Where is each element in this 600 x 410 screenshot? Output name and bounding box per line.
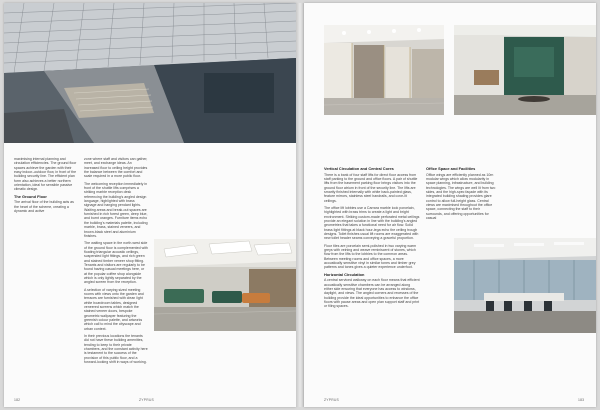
paragraph: Floor tiles are porcelain semi-polished in two varying warm greys with veining and weave reminiscent of stones, which flow from the lifts to the lobbies to the common areas. Between meeting rooms and office spaces, a more acoustically sensitive vinyl in similar tones and timber grey patterns and tones gives a quieter experience underfoot. xyxy=(324,243,417,270)
paragraph: The waiting space in the north-west side of the ground floor is complemented with floating triangular acoustic ceilings, suspended light fittings, and rich green and stained timber veneer shop fitting. Tenants and visitors are regularly to be found having casual meetings here, or at the popular coffee shop alongside which is only lightly separated by the angled screen from the reception. xyxy=(84,241,148,285)
paragraph: zone where staff and visitors can gather, meet, and exchange ideas. An increased floor to ceiling height provides the balance between the comfort and scale required in a more public floor. xyxy=(84,157,148,179)
boardroom-photo xyxy=(454,238,596,333)
section-heading: Vertical Circulation and Central Cores xyxy=(324,166,394,171)
running-footer: ZYPRUS xyxy=(139,398,154,402)
lobby-photo xyxy=(154,239,296,331)
paragraph: The office lift lobbies use a Carrara marble look porcelain, highlighted with brass trims to create a light and bright environment. Striking custom-made perforated metal ceilings provide an elegant solution in line with the building's angled geometries that takes a functional need for air flow. Solid brass light fittings at black hour-lega echo the ceiling trough designs. Toilet finishes usual lift rooms are exaggerated with new toilet header seams conveying a graceful proportion. xyxy=(324,206,420,241)
section-heading: The Ground Floor xyxy=(14,193,47,199)
paragraph: The arrival floor of the building acts as the heart of the scheme, creating a dynamic and active xyxy=(14,200,74,214)
left-page-column-1 xyxy=(14,157,78,216)
paragraph: In their previous locations the tenants did not have these building amenities, tending to keep to their private chambers, and the constant activity here is testament to the success of the provision of this public floor, and a forward-looking shift in ways of working. xyxy=(84,334,148,365)
left-page xyxy=(4,3,296,407)
paragraph: A selection of varying sized meeting rooms with views onto the garden and terraces are furnished with clean light white boardroom tables, designed veneered screens which match the stained veneer doors, bespoke geometric wallpaper featuring the greenish colour palette, and artworks which call to mind the cityscape and urban context. xyxy=(84,287,144,331)
paragraph: The welcoming reception immediately in front of the shuttle lifts comprises a striking marble reception desk referencing the building's angled design language, highlighted with brass signage and hanging pendant lights. Waiting areas and break-out spaces are furnished in rich forest green, deep blue, and burnt oranges. Furniture items echo the building's materials palette, including marble, brass, stained veneers, and brown-black steel and aluminium finishes. xyxy=(84,181,148,238)
reception-photo xyxy=(454,25,596,115)
section-heading: Office Space and Facilities xyxy=(426,166,476,171)
page-number: 183 xyxy=(578,398,585,402)
page-number: 182 xyxy=(14,398,21,402)
running-footer: ZYPRUS xyxy=(324,398,339,402)
left-page-column-2 xyxy=(84,157,148,367)
book-gutter xyxy=(296,3,304,407)
section-heading: Horizontal Circulation xyxy=(324,271,365,277)
lift-lobby-photo xyxy=(324,25,444,115)
paragraph: Office wings are efficiently planned as 10m modular wings which allow modularity in space planning, infrastructure, and building technologies. The wings are well lit from two sides, and the high-spec façade with its integrated building shading provides glare control to allow full-height glass. Central views are maximised throughout the office space, connecting the staff to their surrounds, and offering opportunities for casual xyxy=(426,172,496,221)
right-page-column-1 xyxy=(324,167,420,312)
paragraph: maximising internal planning and circulation efficiencies. The ground floor spaces achieve the garden with their easy indoor–outdoor flow, in front of the building security line. The efficient plan form also achieves a better northern orientation, ideal for sensible passive climatic design. xyxy=(14,157,77,192)
atrium-photo xyxy=(4,3,296,143)
right-page xyxy=(304,3,596,407)
paragraph: A central serviced walkway on each floor means that efficient acoustically sensitive chambers can be arranged along either side ensuring that everyone has access to windows, daylight, and views. The angled corners and recesses of the building provide the ideal opportunities to enhance the office floors with pause areas and open plan support staff and print or filing spaces. xyxy=(324,278,420,309)
right-page-column-2 xyxy=(426,167,496,223)
paragraph: There is a bank of four staff lifts for direct floor access from staff parking to the ground and office floors. A pair of shuttle lifts from the basement parking floor brings visitors into the ground floor atrium in front of the security line. The lifts are smartly finished internally with white back-painted glass, feature mirrors, stainless steel handrails, and cove-lit ceilings. xyxy=(324,172,418,203)
